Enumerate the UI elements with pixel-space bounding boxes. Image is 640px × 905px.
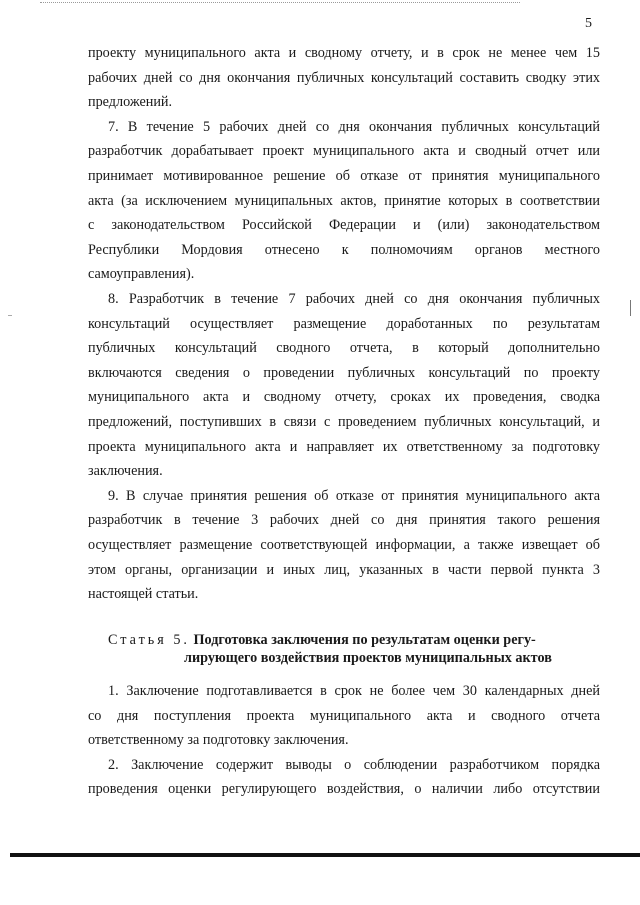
text-line: Республики Мордовия отнесено к полномочиям органов местного	[88, 241, 600, 258]
article-title-line2: лирующего воздействия проектов муниципальных актов	[184, 650, 552, 666]
text-line: разработчик в течение 3 рабочих дней со дня принятия такого решения	[88, 512, 600, 529]
scan-mark-left	[8, 315, 12, 316]
text-line: 2. Заключение содержит выводы о соблюдении разработчиком порядка	[108, 756, 600, 773]
text-line: этом органы, организации и иных лиц, указанных в части первой пункта 3	[88, 561, 600, 578]
text-line: с законодательством Российской Федерации и (или) законодательством	[88, 217, 600, 234]
text-line: публичных консультаций сводного отчета, в который дополнительно	[88, 340, 600, 357]
text-line: предложений.	[88, 94, 173, 111]
page-number: 5	[585, 16, 592, 31]
text-line: разработчик дорабатывает проект муниципального акта и сводный отчет или	[88, 143, 600, 160]
scan-mark	[630, 300, 631, 316]
text-line: осуществляет размещение соответствующей информации, а также извещает об	[88, 537, 600, 553]
article-label: Статья 5.	[108, 632, 190, 648]
text-line: консультаций осуществляет размещение доработанных по результатам	[88, 315, 600, 332]
text-line: проекта муниципального акта и направляет их ответственному за подготовку	[88, 438, 600, 455]
text-line: заключения.	[88, 463, 163, 480]
article-title-line1: Подготовка заключения по результатам оценки регу-	[193, 632, 536, 648]
text-line: включаются сведения о проведении публичных консультаций по проекту	[88, 364, 600, 381]
text-line: 1. Заключение подготавливается в срок не более чем 30 календарных дней	[108, 683, 600, 699]
text-line: 8. Разработчик в течение 7 рабочих дней со дня окончания публичных	[108, 291, 600, 307]
text-line: муниципального акта и сводному отчету, сроках их проведения, сводка	[88, 389, 600, 406]
scan-edge-top	[40, 2, 520, 3]
text-line: настоящей статьи.	[88, 586, 199, 603]
text-line: принимает мотивированное решение об отказе от принятия муниципального	[88, 168, 600, 184]
text-line: проекту муниципального акта и сводному отчету, и в срок не менее чем 15	[88, 45, 600, 61]
text-line: 7. В течение 5 рабочих дней со дня окончания публичных консультаций	[108, 118, 600, 135]
text-line: акта (за исключением муниципальных актов, принятие которых в соответствии	[88, 192, 600, 209]
text-line: предложений, поступивших в связи с проведением публичных консультаций, и	[88, 414, 600, 430]
text-line: со дня поступления проекта муниципального акта и сводного отчета	[88, 707, 600, 724]
page-bottom-border	[10, 853, 640, 857]
text-line: самоуправления).	[88, 266, 195, 283]
text-line: 9. В случае принятия решения об отказе от принятия муниципального акта	[108, 487, 600, 504]
text-line: рабочих дней со дня окончания публичных консультаций составить сводку этих	[88, 69, 600, 86]
text-line: ответственному за подготовку заключения.	[88, 732, 349, 749]
text-line: проведения оценки регулирующего воздействия, о наличии либо отсутствии	[88, 781, 600, 798]
